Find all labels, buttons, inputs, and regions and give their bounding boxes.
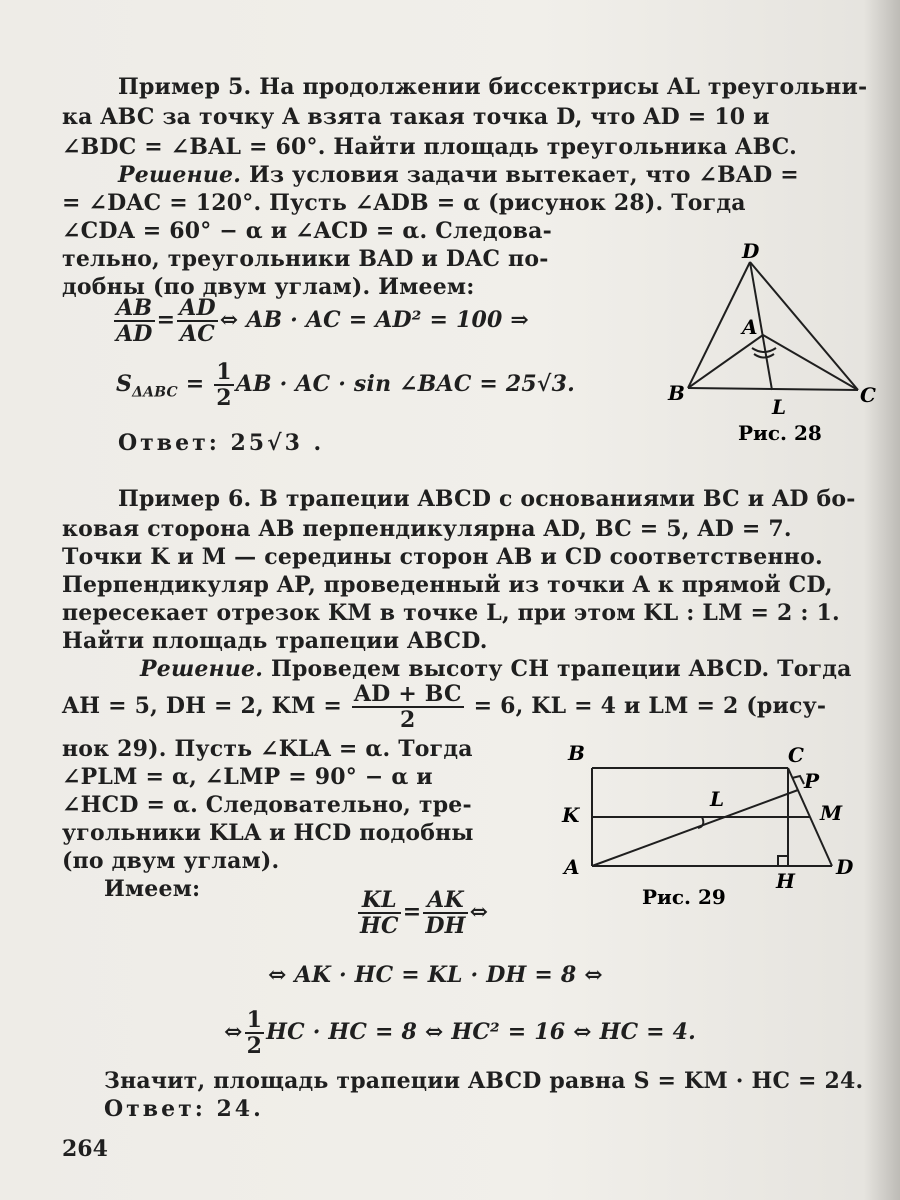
ex5-solution-line-5: добны (по двум углам). Имеем:: [62, 274, 475, 300]
ex6-title: Пример 6.: [118, 486, 252, 512]
ex6-solution-line-7: (по двум углам).: [62, 848, 280, 874]
fig29-perpendicular-ap: [592, 790, 798, 866]
ex6-line-1: Пример 6. В трапеции ABCD с основаниями BC и AD бо-: [118, 486, 856, 512]
fig28-caption: Рис. 28: [738, 421, 822, 445]
fig29-label-h: H: [776, 869, 795, 893]
fig28-label-l: L: [772, 395, 787, 419]
ex5-line-3: ∠BDC = ∠BAL = 60°. Найти площадь треугольника ABC.: [62, 134, 797, 160]
fig29-label-k: K: [562, 803, 580, 827]
ex6-line-2: ковая сторона AB перпендикулярна AD, BC = 5, AD = 7.: [62, 516, 792, 542]
solution-label: Решение.: [118, 162, 242, 188]
fig29-label-c: C: [788, 743, 804, 767]
ex6-line-4: Перпендикуляр AP, проведенный из точки A к прямой CD,: [62, 572, 833, 598]
ex6-line-3: Точки K и M — середины сторон AB и CD соответственно.: [62, 544, 823, 570]
figure-29: [558, 738, 858, 914]
fig29-label-p: P: [804, 769, 820, 793]
fig28-segment-ba: [688, 335, 763, 388]
fig28-label-c: C: [860, 383, 876, 407]
ex6-conclusion: Значит, площадь трапеции ABCD равна S = KM · HC = 24.: [104, 1068, 864, 1094]
ex6-solution-line-3: нок 29). Пусть ∠KLA = α. Тогда: [62, 736, 473, 762]
fig28-side-dc: [750, 262, 858, 390]
ex6-line-5: пересекает отрезок KM в точке L, при этом KL : LM = 2 : 1.: [62, 600, 840, 626]
ex6-solution-line-4: ∠PLM = α, ∠LMP = 90° − α и: [62, 764, 433, 790]
fig28-label-d: D: [742, 240, 760, 263]
fig29-right-angle-h: [778, 856, 788, 866]
ex6-formula-2: ⇔ AK · HC = KL · DH = 8 ⇔: [268, 962, 603, 988]
fig28-angle-arc-2: [754, 354, 774, 358]
ex5-solution-line-2: = ∠DAC = 120°. Пусть ∠ADB = α (рисунок 28). Тогда: [62, 190, 746, 216]
ex5-line-2: ка ABC за точку A взята такая точка D, что AD = 10 и: [62, 104, 770, 130]
ex5-title: Пример 5.: [118, 74, 252, 100]
fig29-caption: Рис. 29: [642, 885, 726, 909]
fig29-label-d: D: [836, 855, 854, 879]
fig29-label-l: L: [710, 787, 725, 811]
ex6-formula-3: ⇔ $\frac{1}{2}$ HC · HC = 8 ⇔ HC² = 16 ⇔ HC = 4.: [224, 1007, 697, 1059]
ex6-solution-line-1: Решение. Проведем высоту CH трапеции ABCD. Тогда: [140, 656, 852, 682]
ex5-formula-2: $S_{\Delta ABC}$ = $\frac{1}{2}$ AB · AC · sin ∠BAC = 25√3.: [116, 359, 575, 411]
fig28-side-bd: [688, 262, 750, 388]
ex5-solution-line-1: Решение. Из условия задачи вытекает, что ∠BAD =: [118, 162, 799, 188]
fig28-label-a: A: [742, 315, 758, 339]
page-number: 264: [62, 1136, 108, 1162]
ex6-solution-line-6: угольники KLA и HCD подобны: [62, 820, 474, 846]
fig29-label-a: A: [564, 855, 580, 879]
fig29-label-b: B: [568, 741, 585, 765]
fig28-label-b: B: [668, 381, 685, 405]
ex6-solution-line-2: AH = 5, DH = 2, KM = $\frac{AD + BC}{2}$ = 6, KL = 4 и LM = 2 (рису-: [62, 681, 827, 733]
ex6-answer: Ответ: 24.: [104, 1096, 264, 1122]
fig28-segment-ac: [763, 335, 858, 390]
ex6-formula-1: $\frac{KL}{HC}$ = $\frac{AK}{DH}$ ⇔: [360, 887, 489, 939]
ex6-solution-line-8: Имеем:: [104, 876, 201, 902]
ex5-answer: Ответ: 25√3 .: [118, 430, 325, 456]
ex5-solution-line-3: ∠CDA = 60° − α и ∠ACD = α. Следова-: [62, 218, 552, 244]
fig29-label-m: M: [820, 801, 843, 825]
ex6-line-6: Найти площадь трапеции ABCD.: [62, 628, 488, 654]
solution-label-6: Решение.: [140, 656, 264, 682]
ex5-line-1: Пример 5. На продолжении биссектрисы AL треугольни-: [118, 74, 868, 100]
fig28-side-bc: [688, 388, 858, 390]
figure-28: [660, 240, 890, 450]
ex5-formula-1: $\frac{AB}{AD}$ = $\frac{AD}{AC}$ ⇔ AB · AC = AD² = 100 ⇒: [116, 295, 529, 347]
ex6-solution-line-5: ∠HCD = α. Следовательно, тре-: [62, 792, 472, 818]
ex5-solution-line-4: тельно, треугольники BAD и DAC по-: [62, 246, 549, 272]
